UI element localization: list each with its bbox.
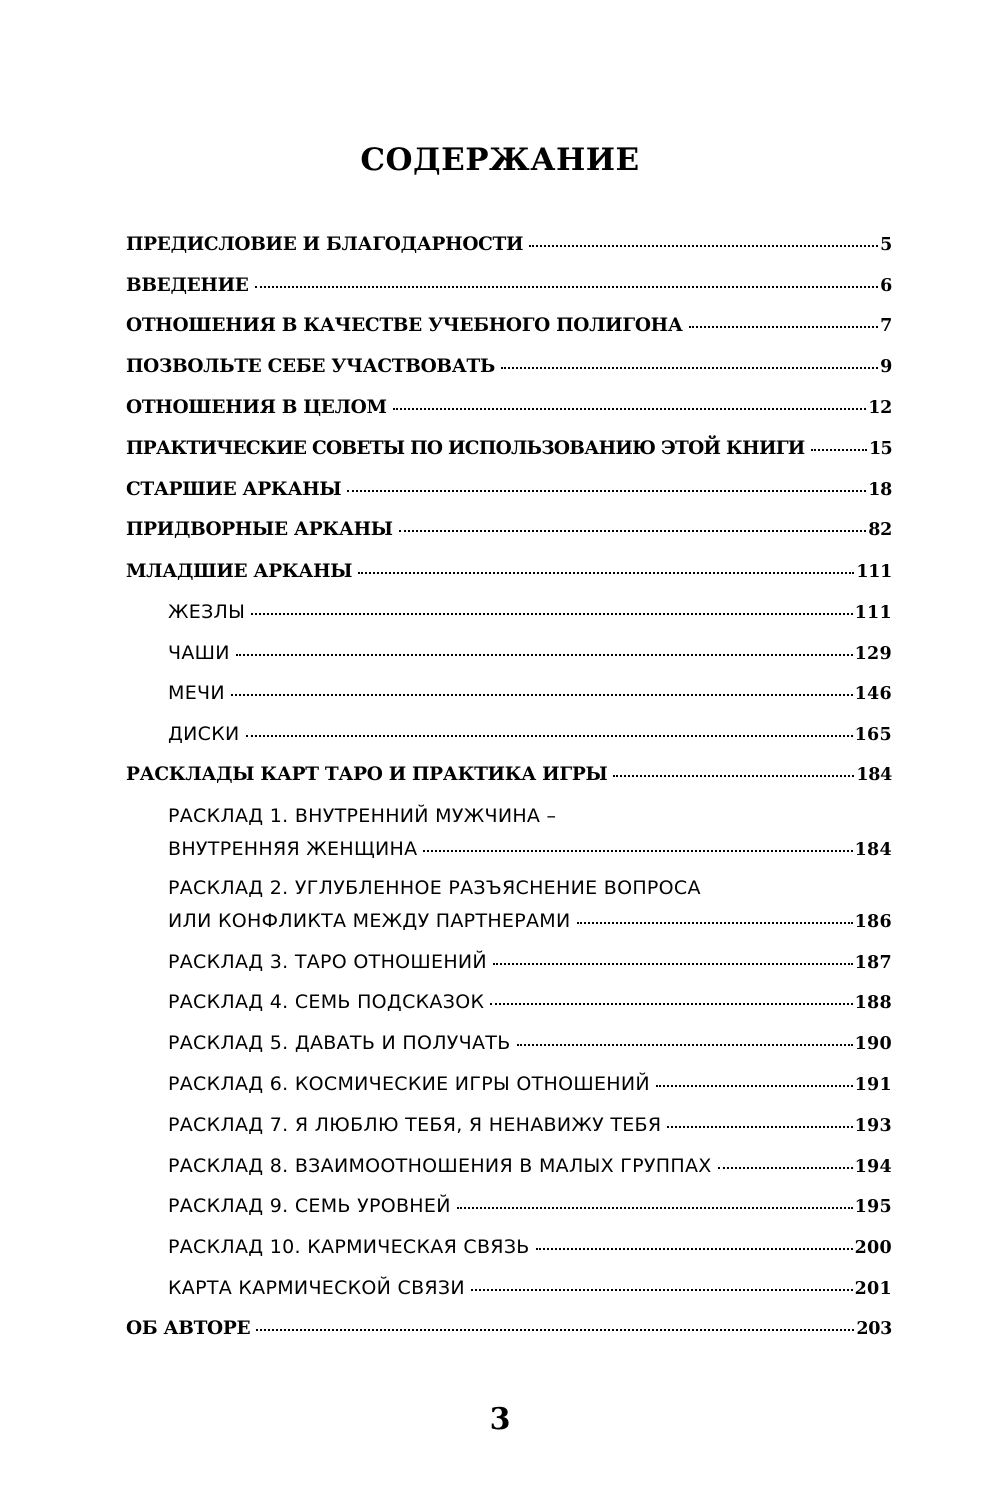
toc-entry-page: 187 bbox=[854, 953, 892, 973]
dot-leader bbox=[256, 1329, 854, 1331]
toc-entry[interactable] bbox=[168, 837, 892, 862]
toc-entry-page: 188 bbox=[854, 993, 892, 1013]
toc-entry-label: ИЛИ КОНФЛИКТА МЕЖДУ ПАРТНЕРАМИ bbox=[168, 910, 571, 932]
dot-leader bbox=[718, 1167, 853, 1169]
dot-leader bbox=[811, 449, 867, 451]
dot-leader bbox=[457, 1207, 853, 1209]
toc-entry-label: РАСКЛАД 7. Я ЛЮБЛЮ ТЕБЯ, Я НЕНАВИЖУ ТЕБЯ bbox=[168, 1114, 662, 1136]
toc-entry-page: 195 bbox=[854, 1197, 892, 1217]
dot-leader bbox=[490, 1003, 852, 1005]
toc-entry[interactable] bbox=[168, 1154, 892, 1179]
toc-entry-label-line1: РАСКЛАД 2. УГЛУБЛЕННОЕ РАЗЪЯСНЕНИЕ ВОПРОСА bbox=[168, 877, 701, 899]
toc-entry-label: ЖЕЗЛЫ bbox=[168, 601, 246, 623]
dot-leader bbox=[667, 1126, 852, 1128]
toc-entry[interactable] bbox=[168, 1194, 892, 1219]
toc-entry-label: РАСКЛАДЫ КАРТ ТАРО И ПРАКТИКА ИГРЫ bbox=[126, 764, 608, 785]
dot-leader bbox=[358, 572, 854, 574]
toc-entry-page: 7 bbox=[880, 316, 892, 336]
toc-entry-label: ЧАШИ bbox=[168, 642, 230, 664]
dot-leader bbox=[255, 286, 879, 288]
toc-entry-label: МЛАДШИЕ АРКАНЫ bbox=[126, 561, 353, 582]
dot-leader bbox=[689, 326, 879, 328]
toc-entry[interactable] bbox=[168, 950, 892, 975]
toc-entry[interactable] bbox=[126, 274, 892, 298]
toc-entry-label: ОТНОШЕНИЯ В КАЧЕСТВЕ УЧЕБНОГО ПОЛИГОНА bbox=[126, 315, 683, 336]
page-title: СОДЕРЖАНИЕ bbox=[360, 142, 640, 178]
page-number: 3 bbox=[489, 1402, 511, 1437]
toc-entry[interactable] bbox=[126, 437, 892, 461]
toc-entry-page: 184 bbox=[856, 765, 892, 785]
toc-entry-page: 15 bbox=[869, 439, 892, 459]
toc-entry-page: 200 bbox=[854, 1238, 892, 1258]
dot-leader bbox=[423, 850, 852, 852]
toc-entry-page: 184 bbox=[854, 840, 892, 860]
toc-entry[interactable] bbox=[126, 314, 892, 338]
toc-entry[interactable] bbox=[126, 763, 892, 787]
toc-entry-page: 146 bbox=[854, 684, 892, 704]
toc-entry-label: КАРТА КАРМИЧЕСКОЙ СВЯЗИ bbox=[168, 1277, 465, 1299]
toc-entry-page: 191 bbox=[854, 1075, 892, 1095]
toc-entry-page: 194 bbox=[854, 1157, 892, 1177]
toc-entry-label: ОБ АВТОРЕ bbox=[126, 1318, 251, 1339]
toc-entry-page: 18 bbox=[868, 480, 892, 500]
toc-entry-page: 190 bbox=[854, 1034, 892, 1054]
toc-entry-label: РАСКЛАД 10. КАРМИЧЕСКАЯ СВЯЗЬ bbox=[168, 1236, 530, 1258]
dot-leader bbox=[613, 775, 854, 777]
toc-entry-label: ПОЗВОЛЬТЕ СЕБЕ УЧАСТВОВАТЬ bbox=[126, 356, 495, 377]
toc-entry-label: РАСКЛАД 9. СЕМЬ УРОВНЕЙ bbox=[168, 1195, 451, 1217]
dot-leader bbox=[536, 1248, 853, 1250]
dot-leader bbox=[501, 367, 878, 369]
toc-entry-page: 6 bbox=[880, 276, 892, 296]
toc-entry[interactable] bbox=[168, 1235, 892, 1260]
toc-entry-label: ВНУТРЕННЯЯ ЖЕНЩИНА bbox=[168, 838, 418, 860]
toc-entry-page: 111 bbox=[856, 562, 892, 582]
toc-entry-page: 129 bbox=[854, 644, 892, 664]
dot-leader bbox=[231, 694, 853, 696]
toc-entry-label: РАСКЛАД 8. ВЗАИМООТНОШЕНИЯ В МАЛЫХ ГРУППАХ bbox=[168, 1155, 712, 1177]
toc-entry-label: ПРИДВОРНЫЕ АРКАНЫ bbox=[126, 519, 393, 540]
toc-entry-page: 203 bbox=[856, 1319, 892, 1339]
toc-entry[interactable] bbox=[168, 1276, 892, 1301]
toc-entry[interactable] bbox=[168, 1031, 892, 1056]
toc-entry-label: ПРЕДИСЛОВИЕ И БЛАГОДАРНОСТИ bbox=[126, 234, 524, 255]
toc-entry[interactable] bbox=[168, 909, 892, 934]
toc-entry[interactable] bbox=[126, 355, 892, 379]
toc-entry[interactable] bbox=[168, 641, 892, 666]
toc-entry-label: РАСКЛАД 3. ТАРО ОТНОШЕНИЙ bbox=[168, 951, 487, 973]
toc-entry[interactable] bbox=[168, 722, 892, 747]
toc-entry-label: РАСКЛАД 4. СЕМЬ ПОДСКАЗОК bbox=[168, 991, 485, 1013]
dot-leader bbox=[493, 963, 853, 965]
dot-leader bbox=[399, 530, 867, 532]
toc-entry-page: 111 bbox=[854, 603, 892, 623]
toc-entry-page: 9 bbox=[880, 357, 892, 377]
toc-entry-page: 186 bbox=[854, 912, 892, 932]
toc-entry-page: 12 bbox=[868, 398, 892, 418]
dot-leader bbox=[577, 922, 853, 924]
toc-entry[interactable] bbox=[126, 1317, 892, 1341]
toc-entry[interactable] bbox=[168, 1113, 892, 1138]
dot-leader bbox=[656, 1085, 853, 1087]
toc-entry-page: 165 bbox=[854, 725, 892, 745]
toc-entry[interactable] bbox=[126, 233, 892, 257]
toc-entry-label: РАСКЛАД 6. КОСМИЧЕСКИЕ ИГРЫ ОТНОШЕНИЙ bbox=[168, 1073, 650, 1095]
toc-entry[interactable] bbox=[168, 681, 892, 706]
dot-leader bbox=[393, 408, 867, 410]
dot-leader bbox=[471, 1289, 853, 1291]
toc-entry-label: РАСКЛАД 5. ДАВАТЬ И ПОЛУЧАТЬ bbox=[168, 1032, 511, 1054]
toc-entry-label: ОТНОШЕНИЯ В ЦЕЛОМ bbox=[126, 397, 387, 418]
toc-entry-label: МЕЧИ bbox=[168, 682, 225, 704]
toc-entry-label: ДИСКИ bbox=[168, 723, 240, 745]
toc-entry[interactable] bbox=[168, 990, 892, 1015]
toc-entry[interactable] bbox=[126, 560, 892, 584]
dot-leader bbox=[251, 613, 852, 615]
toc-entry-label-line1: РАСКЛАД 1. ВНУТРЕННИЙ МУЖЧИНА – bbox=[168, 805, 557, 827]
toc-entry[interactable] bbox=[126, 396, 892, 420]
dot-leader bbox=[529, 245, 878, 247]
toc-entry-label: ВВЕДЕНИЕ bbox=[126, 275, 249, 296]
dot-leader bbox=[246, 735, 853, 737]
dot-leader bbox=[347, 490, 866, 492]
dot-leader bbox=[517, 1044, 853, 1046]
toc-entry[interactable] bbox=[126, 478, 892, 502]
toc-entry-page: 201 bbox=[854, 1279, 892, 1299]
toc-entry-page: 82 bbox=[868, 520, 892, 540]
toc-entry[interactable] bbox=[126, 518, 892, 542]
toc-entry[interactable] bbox=[168, 600, 892, 625]
toc-entry-label: ПРАКТИЧЕСКИЕ СОВЕТЫ ПО ИСПОЛЬЗОВАНИЮ ЭТОЙ КНИГИ bbox=[126, 438, 805, 459]
toc-entry-label: СТАРШИЕ АРКАНЫ bbox=[126, 479, 342, 500]
dot-leader bbox=[236, 654, 853, 656]
toc-entry-page: 5 bbox=[880, 235, 892, 255]
toc-entry[interactable] bbox=[168, 1072, 892, 1097]
toc-entry-page: 193 bbox=[854, 1116, 892, 1136]
